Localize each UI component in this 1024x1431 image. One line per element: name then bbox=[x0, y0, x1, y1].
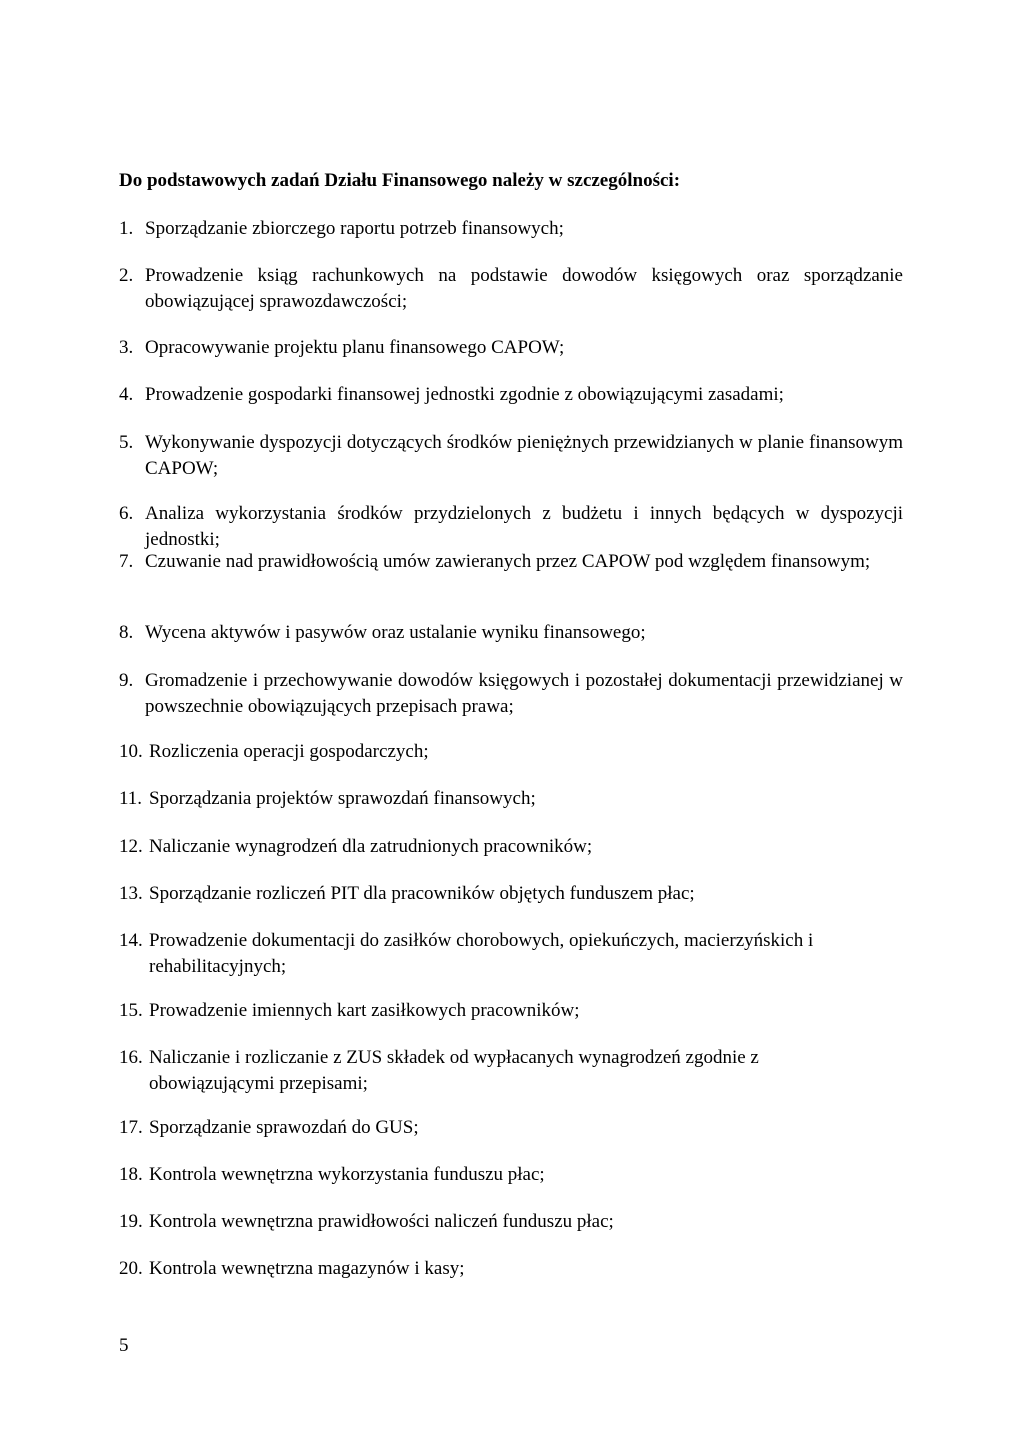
list-item bbox=[119, 549, 903, 575]
list-item-text: Sporządzanie rozliczeń PIT dla pracowników objętych funduszem płac; bbox=[149, 883, 695, 904]
list-item-number: 1. bbox=[119, 218, 134, 239]
list-item-number: 17. bbox=[119, 1117, 143, 1138]
list-item-text: Naliczanie i rozliczanie z ZUS składek od wypłacanych wynagrodzeń zgodnie z obowiązującymi przepisami; bbox=[149, 1047, 759, 1094]
list-item-text: Czuwanie nad prawidłowością umów zawieranych przez CAPOW pod względem finansowym; bbox=[145, 551, 871, 572]
list-item-text: Prowadzenie gospodarki finansowej jednostki zgodnie z obowiązującymi zasadami; bbox=[145, 384, 784, 405]
list-item-text: Wykonywanie dyspozycji dotyczących środków pieniężnych przewidzianych w planie finansowym CAPOW; bbox=[145, 432, 903, 479]
list-item bbox=[119, 1115, 903, 1141]
list-item-number: 11. bbox=[119, 788, 143, 809]
list-item-text: Prowadzenie ksiąg rachunkowych na podstawie dowodów księgowych oraz sporządzanie obowiązującej sprawozdawczości; bbox=[145, 265, 903, 312]
list-item-number: 15. bbox=[119, 1000, 143, 1021]
list-item-number: 6. bbox=[119, 503, 134, 524]
list-item-number: 20. bbox=[119, 1258, 143, 1279]
list-item-text: Wycena aktywów i pasywów oraz ustalanie wyniku finansowego; bbox=[145, 622, 646, 643]
list-item bbox=[119, 430, 903, 482]
list-item-number: 4. bbox=[119, 384, 134, 405]
list-item bbox=[119, 928, 903, 980]
list-item bbox=[119, 881, 903, 907]
list-item bbox=[119, 668, 903, 720]
list-item bbox=[119, 834, 903, 860]
list-item-number: 2. bbox=[119, 265, 134, 286]
list-item bbox=[119, 216, 903, 242]
list-item-text: Kontrola wewnętrzna magazynów i kasy; bbox=[149, 1258, 465, 1279]
list-item bbox=[119, 998, 903, 1024]
list-item bbox=[119, 1045, 903, 1097]
list-item-number: 9. bbox=[119, 670, 134, 691]
list-item-text: Gromadzenie i przechowywanie dowodów księgowych i pozostałej dokumentacji przewidzianej w powszechnie obowiązujących przepisach prawa; bbox=[145, 670, 903, 717]
list-item bbox=[119, 739, 903, 765]
list-item bbox=[119, 335, 903, 361]
list-item bbox=[119, 382, 903, 408]
section-heading: Do podstawowych zadań Działu Finansowego należy w szczególności: bbox=[119, 170, 681, 191]
list-item bbox=[119, 1256, 903, 1282]
list-item-number: 13. bbox=[119, 883, 143, 904]
list-item bbox=[119, 1162, 903, 1188]
list-item-text: Sporządzania projektów sprawozdań finansowych; bbox=[149, 788, 536, 809]
list-item-number: 8. bbox=[119, 622, 134, 643]
list-item bbox=[119, 620, 903, 646]
list-item bbox=[119, 501, 903, 553]
list-item-number: 5. bbox=[119, 432, 134, 453]
list-item-number: 12. bbox=[119, 836, 143, 857]
list-item-text: Analiza wykorzystania środków przydzielonych z budżetu i innych będących w dyspozycji jednostki; bbox=[145, 503, 903, 550]
list-item bbox=[119, 786, 903, 812]
list-item-text: Prowadzenie imiennych kart zasiłkowych pracowników; bbox=[149, 1000, 580, 1021]
list-item-text: Kontrola wewnętrzna wykorzystania funduszu płac; bbox=[149, 1164, 545, 1185]
list-item-number: 7. bbox=[119, 551, 134, 572]
list-item-number: 18. bbox=[119, 1164, 143, 1185]
list-item-number: 16. bbox=[119, 1047, 143, 1068]
list-item-number: 3. bbox=[119, 337, 134, 358]
list-item-text: Naliczanie wynagrodzeń dla zatrudnionych pracowników; bbox=[149, 836, 593, 857]
list-item-text: Prowadzenie dokumentacji do zasiłków chorobowych, opiekuńczych, macierzyńskich i rehabilitacyjnych; bbox=[149, 930, 814, 977]
list-item-text: Kontrola wewnętrzna prawidłowości naliczeń funduszu płac; bbox=[149, 1211, 614, 1232]
list-item-number: 10. bbox=[119, 741, 143, 762]
list-item-text: Rozliczenia operacji gospodarczych; bbox=[149, 741, 429, 762]
list-item-number: 14. bbox=[119, 930, 143, 951]
page-number: 5 bbox=[119, 1335, 129, 1356]
list-item-text: Sporządzanie sprawozdań do GUS; bbox=[149, 1117, 419, 1138]
list-item-text: Opracowywanie projektu planu finansowego CAPOW; bbox=[145, 337, 565, 358]
list-item-number: 19. bbox=[119, 1211, 143, 1232]
list-item bbox=[119, 263, 903, 315]
list-item-text: Sporządzanie zbiorczego raportu potrzeb finansowych; bbox=[145, 218, 564, 239]
list-item bbox=[119, 1209, 903, 1235]
